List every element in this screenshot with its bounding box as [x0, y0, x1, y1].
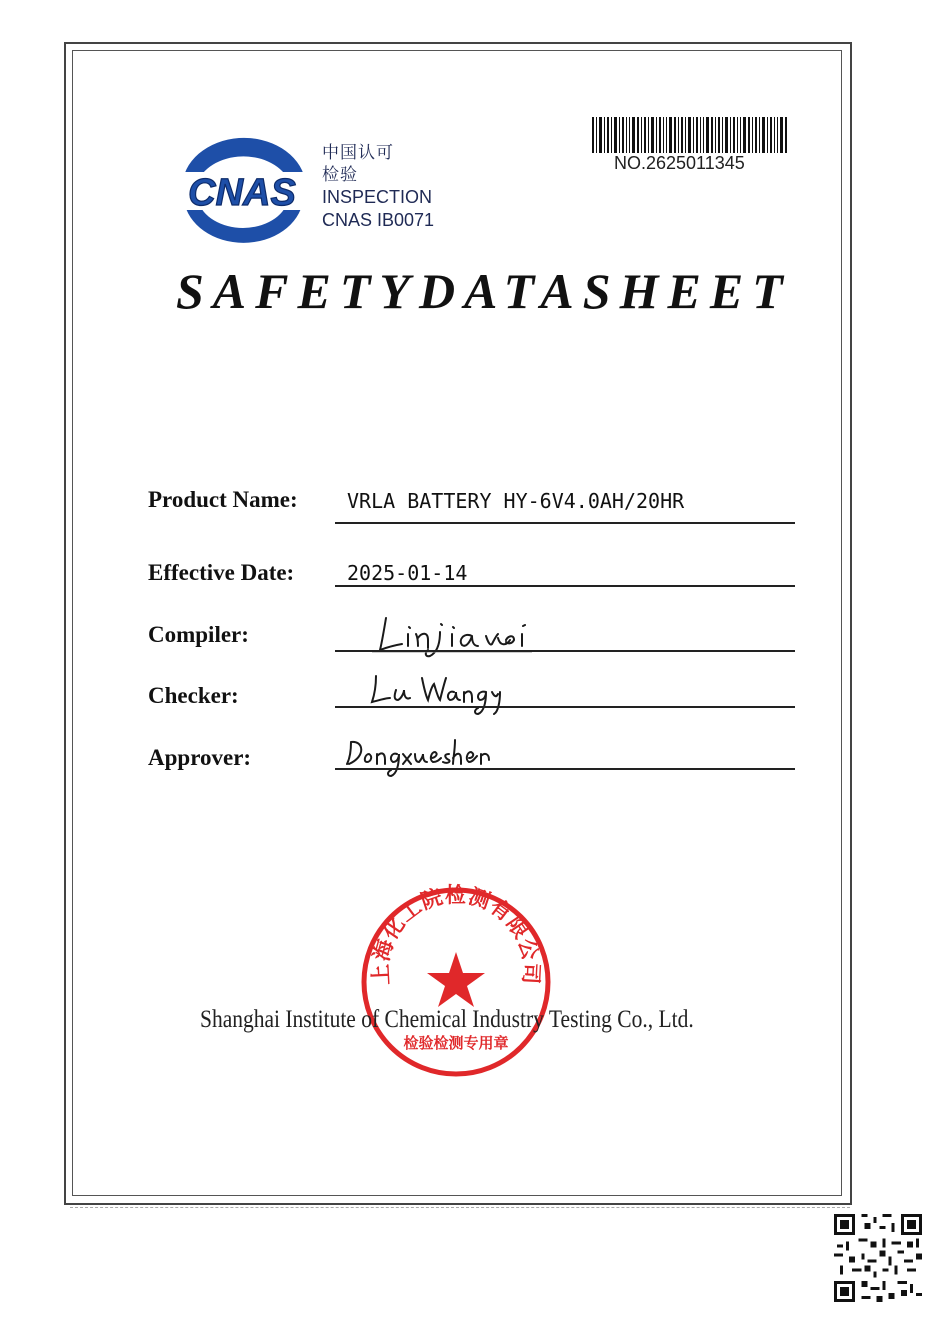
product-name-value: VRLA BATTERY HY-6V4.0AH/20HR	[347, 489, 685, 513]
approver-label: Approver:	[148, 745, 252, 770]
checker-signature	[368, 670, 508, 718]
compiler-rule	[335, 650, 795, 652]
institute-name: Shanghai Institute of Chemical Industry Testing Co., Ltd.	[200, 1006, 694, 1033]
official-seal-stamp	[356, 880, 556, 1085]
stamp-star-icon	[427, 952, 485, 1007]
document-number: NO.2625011345	[614, 153, 745, 173]
approver-rule	[335, 768, 795, 770]
checker-label: Checker:	[148, 683, 239, 708]
cnas-logo-text: CNAS	[188, 172, 296, 214]
approver-signature	[345, 732, 490, 780]
checker-rule	[335, 706, 795, 708]
compiler-signature	[372, 612, 532, 660]
barcode	[592, 117, 788, 153]
document-title: SAFETYDATASHEET	[176, 263, 792, 319]
cnas-logo	[170, 135, 315, 245]
effective-date-rule	[335, 585, 795, 587]
compiler-label: Compiler:	[148, 622, 249, 647]
cert-cn-line2: 检验	[322, 165, 358, 184]
stamp-bottom-text: 检验检测专用章	[403, 1034, 509, 1052]
certification-block	[322, 142, 434, 232]
cert-accreditation-number: CNAS IB0071	[322, 210, 435, 230]
effective-date-label: Effective Date:	[148, 560, 295, 585]
footer-dashed-line	[70, 1207, 850, 1208]
stamp-ring-text: 上海化工院检测有限公司	[368, 883, 544, 986]
effective-date-value: 2025-01-14	[347, 561, 468, 585]
product-name-rule	[335, 522, 795, 524]
qr-code	[834, 1213, 922, 1303]
product-name-label: Product Name:	[148, 487, 298, 512]
cert-cn-line1: 中国认可	[322, 143, 394, 162]
cert-inspection: INSPECTION	[322, 187, 433, 207]
